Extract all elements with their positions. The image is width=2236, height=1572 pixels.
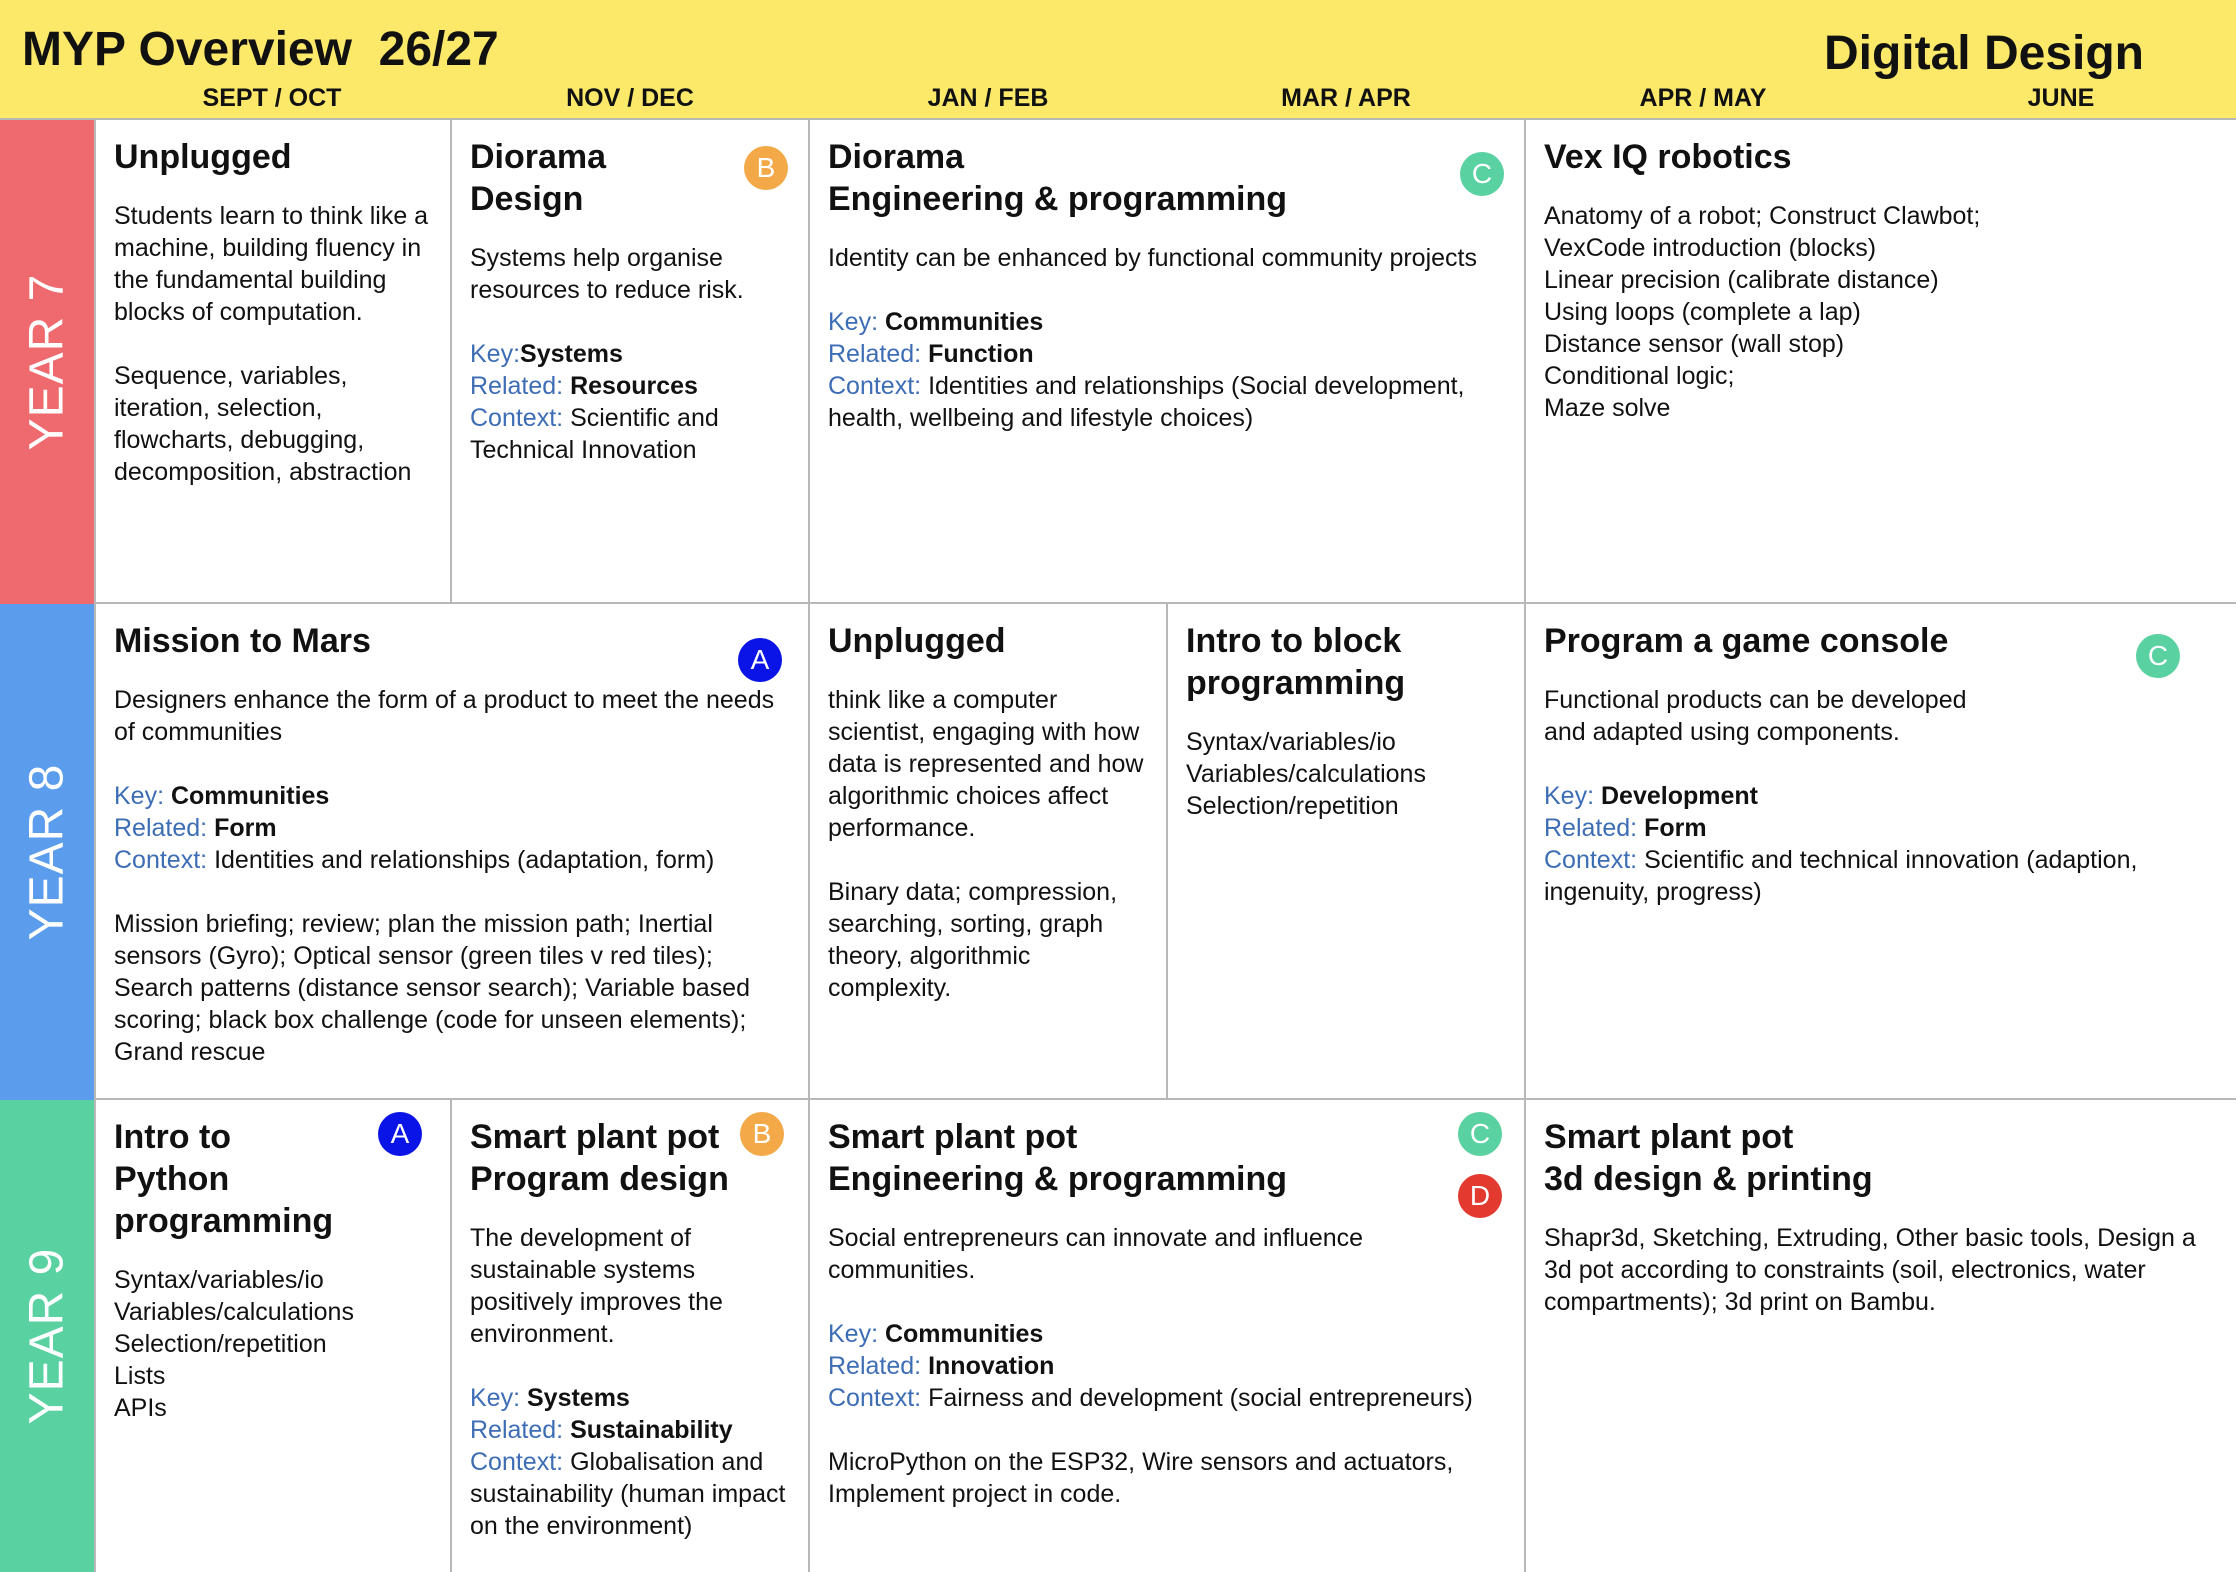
topic-line: Selection/repetition xyxy=(114,1330,327,1358)
month-mar-apr: MAR / APR xyxy=(1281,84,1411,112)
related-concept: Related: Form xyxy=(114,814,277,842)
unit-title: Unplugged xyxy=(828,622,1006,660)
year-9-label: YEAR 9 xyxy=(20,1247,74,1425)
statement-of-inquiry: Social entrepreneurs can innovate and influence communities. xyxy=(828,1224,1364,1284)
year-9-band xyxy=(0,1100,94,1572)
month-nov-dec: NOV / DEC xyxy=(566,84,694,112)
topic-line: Conditional logic; xyxy=(1544,362,1735,390)
topic-line: Syntax/variables/io xyxy=(114,1266,324,1294)
topic-line: Syntax/variables/io xyxy=(1186,728,1396,756)
topic-line: Maze solve xyxy=(1544,394,1671,422)
topic-line: Lists xyxy=(114,1362,166,1390)
criterion-a-badge: A xyxy=(378,1112,422,1156)
unit-title: Intro to block programming xyxy=(1186,622,1406,702)
unit-description: think like a computer scientist, engaging with how data is represented and how algorithmic choices affect performance. xyxy=(828,686,1144,842)
unit-topics: MicroPython on the ESP32, Wire sensors and actuators, Implement project in code. xyxy=(828,1448,1454,1508)
topic-line: Anatomy of a robot; Construct Clawbot; xyxy=(1544,202,1981,230)
unit-title: Diorama Engineering & programming xyxy=(828,138,1288,218)
y9-plant-pot-engineering-cell xyxy=(810,1100,1526,1572)
unit-topics: Binary data; compression, searching, sorting, graph theory, algorithmic complexity. xyxy=(828,878,1118,1002)
topic-line: Using loops (complete a lap) xyxy=(1544,298,1861,326)
key-concept: Key: Communities xyxy=(828,1320,1044,1348)
criterion-d-badge: D xyxy=(1458,1174,1502,1218)
y7-diorama-design-cell xyxy=(452,120,810,604)
global-context: Context: Globalisation and sustainability (human impact on the environment) xyxy=(470,1448,786,1540)
y8-block-programming-cell xyxy=(1168,604,1526,1100)
global-context: Context: Fairness and development (social entrepreneurs) xyxy=(828,1384,1473,1412)
unit-title: Unplugged xyxy=(114,138,292,176)
key-concept: Key: Development xyxy=(1544,782,1758,810)
y9-plant-pot-3d-design-cell xyxy=(1526,1100,2236,1572)
unit-title: Program a game console xyxy=(1544,622,1949,660)
y8-unplugged-cell xyxy=(810,604,1168,1100)
topic-line: VexCode introduction (blocks) xyxy=(1544,234,1877,262)
criterion-b-badge: B xyxy=(740,1112,784,1156)
header-bar xyxy=(0,0,2236,120)
related-concept: Related: Sustainability xyxy=(470,1416,733,1444)
unit-description: Students learn to think like a machine, building fluency in the fundamental building blocks of computation. xyxy=(114,202,429,326)
statement-of-inquiry: Functional products can be developed and adapted using components. xyxy=(1544,686,1967,746)
y8-game-console-cell xyxy=(1526,604,2236,1100)
y9-plant-pot-program-design-cell xyxy=(452,1100,810,1572)
y8-mission-to-mars-cell xyxy=(94,604,810,1100)
month-sept-oct: SEPT / OCT xyxy=(202,84,342,112)
unit-title: Smart plant pot Engineering & programming xyxy=(828,1118,1288,1198)
month-june: JUNE xyxy=(2027,84,2095,112)
topic-line: Variables/calculations xyxy=(1186,760,1426,788)
global-context: Context: Identities and relationships (Social development, health, wellbeing and lifestyle choices) xyxy=(828,372,1465,432)
y9-intro-python-cell xyxy=(94,1100,452,1572)
unit-topics: Sequence, variables, iteration, selection, flowcharts, debugging, decomposition, abstraction xyxy=(114,362,412,486)
key-concept: Key: Communities xyxy=(114,782,330,810)
unit-title: Mission to Mars xyxy=(114,622,371,660)
month-apr-may: APR / MAY xyxy=(1639,84,1767,112)
statement-of-inquiry: Identity can be enhanced by functional community projects xyxy=(828,244,1477,272)
year-7-band xyxy=(0,120,94,604)
criterion-b-badge: B xyxy=(744,146,788,190)
unit-title: Diorama Design xyxy=(470,138,607,218)
year-8-label: YEAR 8 xyxy=(20,763,74,941)
global-context: Context: Identities and relationships (adaptation, form) xyxy=(114,846,715,874)
topic-line: Selection/repetition xyxy=(1186,792,1399,820)
key-concept: Key: Communities xyxy=(828,308,1044,336)
criterion-c-badge: C xyxy=(1460,152,1504,196)
related-concept: Related: Form xyxy=(1544,814,1707,842)
related-concept: Related: Innovation xyxy=(828,1352,1055,1380)
unit-title: Smart plant pot 3d design & printing xyxy=(1544,1118,1873,1198)
related-concept: Related: Resources xyxy=(470,372,698,400)
criterion-c-badge: C xyxy=(1458,1112,1502,1156)
page-title: MYP Overview 26/27 xyxy=(22,23,499,76)
topic-line: Distance sensor (wall stop) xyxy=(1544,330,1845,358)
statement-of-inquiry: Designers enhance the form of a product to meet the needs of communities xyxy=(114,686,775,746)
related-concept: Related: Function xyxy=(828,340,1034,368)
criterion-c-badge: C xyxy=(2136,634,2180,678)
global-context: Context: Scientific and technical innovation (adaption, ingenuity, progress) xyxy=(1544,846,2138,906)
statement-of-inquiry: Systems help organise resources to reduce risk. xyxy=(470,244,744,304)
key-concept: Key: Systems xyxy=(470,1384,630,1412)
unit-title: Intro to Python programming xyxy=(114,1118,334,1240)
year-8-band xyxy=(0,604,94,1100)
key-concept: Key:Systems xyxy=(470,340,623,368)
unit-title: Smart plant pot Program design xyxy=(470,1118,729,1198)
y7-vex-robotics-cell xyxy=(1526,120,2236,604)
subject-title: Digital Design xyxy=(1823,27,2144,80)
topic-line: Linear precision (calibrate distance) xyxy=(1544,266,1939,294)
topic-line: APIs xyxy=(114,1394,167,1422)
y7-diorama-engineering-cell xyxy=(810,120,1526,604)
unit-topics: Mission briefing; review; plan the mission path; Inertial sensors (Gyro); Optical sensor (green tiles v red tiles); Search patterns (distance sensor search); Variable based scoring; black box challenge (code for unseen elements); Grand rescue xyxy=(114,910,750,1066)
unit-topics: Shapr3d, Sketching, Extruding, Other basic tools, Design a 3d pot according to constraints (soil, electronics, water compartments); 3d print on Bambu. xyxy=(1544,1224,2196,1316)
global-context: Context: Scientific and Technical Innovation xyxy=(470,404,719,464)
statement-of-inquiry: The development of sustainable systems positively improves the environment. xyxy=(470,1224,723,1348)
y7-unplugged-cell xyxy=(94,120,452,604)
criterion-a-badge: A xyxy=(738,638,782,682)
unit-title: Vex IQ robotics xyxy=(1544,138,1792,176)
year-7-label: YEAR 7 xyxy=(20,273,74,451)
topic-line: Variables/calculations xyxy=(114,1298,354,1326)
month-jan-feb: JAN / FEB xyxy=(927,84,1049,112)
